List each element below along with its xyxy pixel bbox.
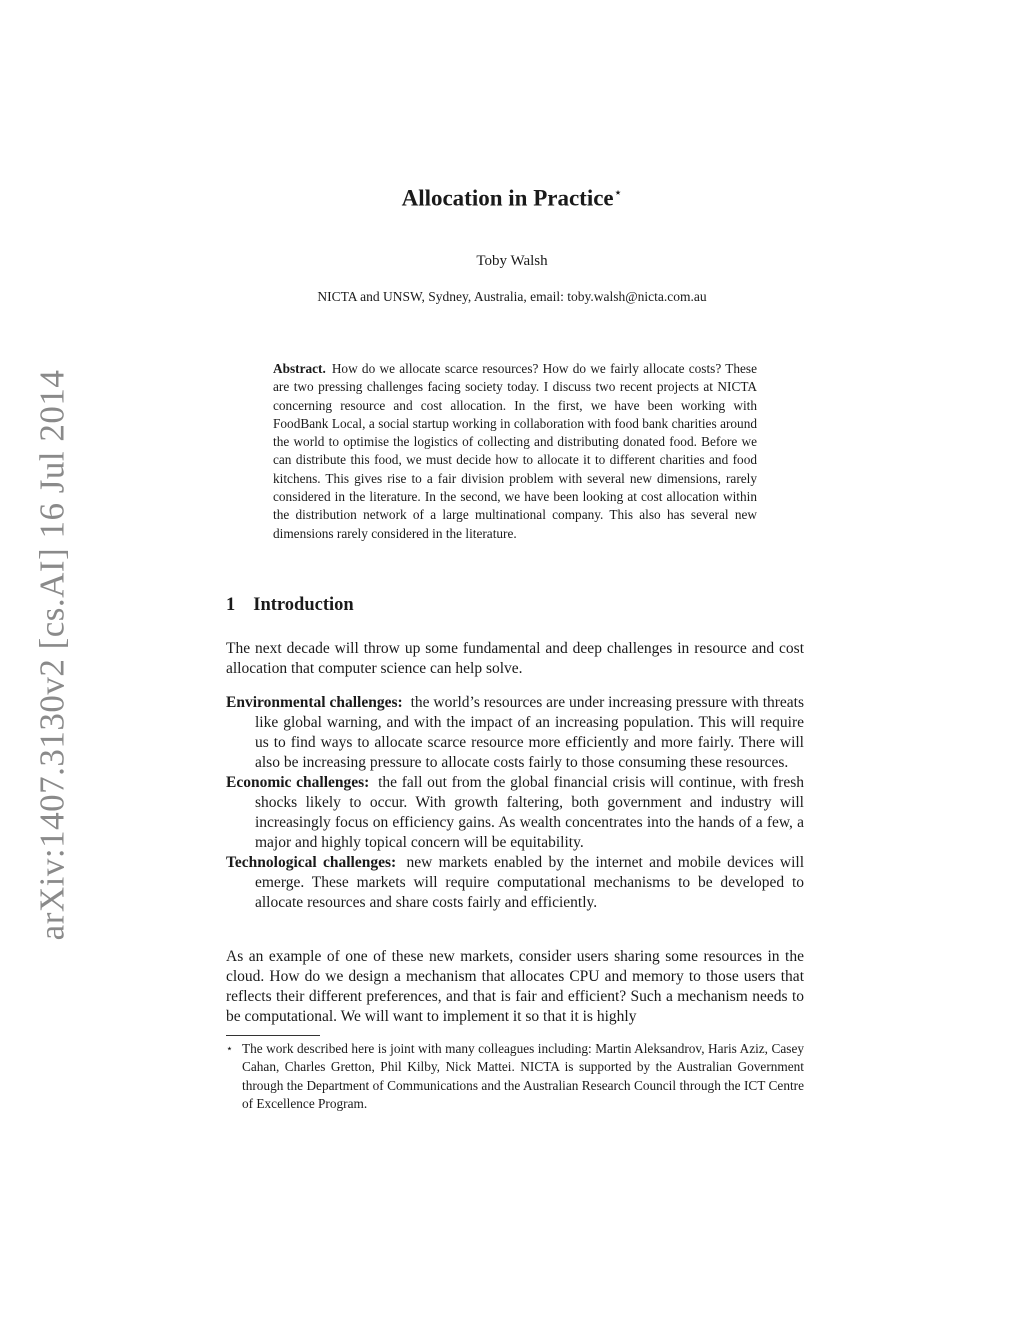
abstract-text: How do we allocate scarce resources? How do we fairly allocate costs? These are two pressing challenges facing society today. I discuss two recent projects at NICTA concerning resource and cost allocation. In the first, we have been working with FoodBank Local, a social startup working in collaboration with food bank charities around the world to optimise the logistics of collecting and distributing donated food. Before we can distribute this food, we must decide how to allocate it to different charities and food kitchens. This gives rise to a fair division problem with several new dimensions, rarely considered in the literature. In the second, we have been looking at cost allocation within the distribution network of a large multinational company. This also has several new dimensions rarely considered in the literature. xyxy=(273,361,757,541)
title-footnote-mark: ⋆ xyxy=(613,186,623,201)
intro-paragraph-text: The next decade will throw up some fundamental and deep challenges in resource and cost allocation that computer science can help solve. xyxy=(226,640,804,677)
footnote-divider xyxy=(226,1035,320,1036)
abstract-label: Abstract. xyxy=(273,361,326,376)
arxiv-identifier: arXiv:1407.3130v2 [cs.AI] 16 Jul 2014 xyxy=(32,369,71,941)
abstract xyxy=(273,360,757,543)
challenge-text: new markets enabled by the internet and mobile devices will emerge. These markets will require computational mechanisms to be developed to allocate resources and share costs fairly and efficiently. xyxy=(255,854,804,911)
footnote xyxy=(226,1040,804,1113)
arxiv-stamp xyxy=(22,369,82,941)
paper-title-text: Allocation in Practice xyxy=(401,185,614,211)
footnote-text: The work described here is joint with many colleagues including: Martin Aleksandrov, Haris Aziz, Casey Cahan, Charles Gretton, Phil Kilby, Nick Mattei. NICTA is supported by the Australian Government through the Department of Communications and the Australian Research Council through the ICT Centre of Excellence Program. xyxy=(242,1041,804,1111)
example-paragraph xyxy=(226,947,804,1027)
challenge-label: Economic challenges: xyxy=(226,774,370,791)
section-heading xyxy=(226,595,354,616)
challenge-label: Technological challenges: xyxy=(226,854,397,871)
challenge-text: the fall out from the global financial crisis will continue, with fresh shocks likely to occur. With growth faltering, both government and industry will increasingly focus on efficiency gains. As wealth concentrates into the hands of a few, a major and highly topical concern will be equitability. xyxy=(255,774,804,851)
author-name: Toby Walsh xyxy=(476,253,548,269)
footnote-mark: ⋆ xyxy=(226,1043,233,1055)
challenge-label: Environmental challenges: xyxy=(226,694,403,711)
example-paragraph-text: As an example of one of these new markets, consider users sharing some resources in the cloud. How do we design a mechanism that allocates CPU and memory to those users that reflects their different preferences, and that is fair and efficient? Such a mechanism needs to be computational. We will want to implement it so that it is highly xyxy=(226,948,804,1025)
challenges-list xyxy=(226,693,804,913)
author-affiliation: NICTA and UNSW, Sydney, Australia, email: toby.walsh@nicta.com.au xyxy=(317,289,707,304)
challenge-text: the world’s resources are under increasing pressure with threats like global warning, and with the impact of an increasing population. This will require us to find ways to allocate scarce resource more efficiently and more fairly. There will also be increasing pressure to allocate costs fairly to those consuming these resources. xyxy=(255,694,805,771)
section-title: Introduction xyxy=(253,595,354,615)
intro-paragraph xyxy=(226,639,804,679)
paper-title xyxy=(0,185,1024,212)
list-item xyxy=(226,853,804,913)
list-item xyxy=(226,693,804,773)
list-item xyxy=(226,773,804,853)
section-number: 1 xyxy=(226,595,236,615)
